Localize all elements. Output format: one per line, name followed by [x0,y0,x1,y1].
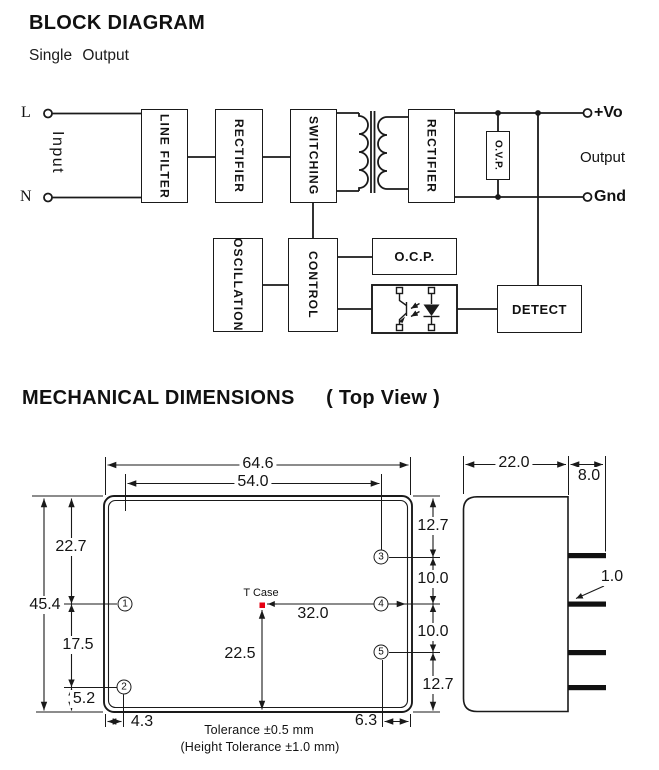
block-control-label: CONTROL [306,251,320,319]
pin-4-label: 4 [378,598,384,610]
pin-marker-2 [117,680,132,695]
block-diagram-title: BLOCK DIAGRAM [29,12,206,34]
pin-marker-4 [374,597,389,612]
block-rectifier-2 [408,109,455,203]
block-ocp-label: O.C.P. [394,249,435,264]
block-switching [290,109,337,203]
pin-5-label: 5 [378,646,384,658]
tolerance-note: Tolerance ±0.5 mm [204,723,314,737]
terminal-l-label: L [21,104,31,121]
pin-marker-1 [118,597,133,612]
dim-tcase-x: 32.0 [297,605,329,622]
block-ovp-label: O.V.P. [492,140,504,171]
block-rectifier-1-label: RECTIFIER [232,118,246,194]
transformer-icon [359,111,408,193]
gnd-label: Gnd [594,188,626,205]
input-label: Input [49,131,66,175]
pin-marker-3 [374,550,389,565]
block-diagram-subtitle: Single Output [29,47,129,64]
height-tolerance-note: (Height Tolerance ±1.0 mm) [180,740,340,754]
dim-left-2: 17.5 [59,636,96,654]
block-detect [497,285,582,333]
optocoupler-icon [372,285,457,333]
dim-side-depth: 22.0 [495,454,532,472]
dim-left-total: 45.4 [26,596,63,614]
pin-2-label: 2 [121,681,127,693]
dim-left-1: 22.7 [52,538,89,556]
block-ovp [486,131,510,180]
pin-marker-5 [374,645,389,660]
mechanical-title-row [22,387,440,410]
block-line-filter [141,109,188,203]
dim-overall-width: 64.6 [239,455,276,473]
block-line-filter-label: LINE FILTER [157,113,172,199]
terminal-n-label: N [20,188,32,205]
mechanical-title: MECHANICAL DIMENSIONS [22,387,295,409]
tcase-label: T Case [243,587,279,599]
block-oscillation-label: OSCILLATION [231,238,245,332]
dim-right-3: 10.0 [414,623,451,641]
dim-right-2: 10.0 [414,570,451,588]
dim-bottom-left: 4.3 [130,713,154,730]
dim-bottom-right: 6.3 [354,712,378,729]
dim-left-3: 5.2 [70,690,98,708]
vo-label: +Vo [594,104,623,121]
output-label: Output [580,149,626,166]
block-detect-label: DETECT [512,301,567,317]
mechanical-view-label: ( Top View ) [326,387,441,409]
block-switching-label: SWITCHING [306,116,321,196]
block-rectifier-2-label: RECTIFIER [424,118,439,194]
dim-right-4: 12.7 [419,676,456,694]
pin-1-label: 1 [122,598,128,610]
dim-pin-span: 54.0 [234,473,271,491]
tcase-dot [260,603,266,609]
pin-3-label: 3 [378,551,384,563]
dim-right-1: 12.7 [414,517,451,535]
dim-tcase-y: 22.5 [224,645,256,662]
block-ocp [372,238,457,275]
block-control [288,238,338,332]
case-side-view [464,497,607,712]
dim-pin-thickness: 1.0 [598,568,626,586]
block-rectifier-1 [215,109,263,203]
block-oscillation [213,238,263,332]
dim-pin-length: 8.0 [575,467,603,485]
